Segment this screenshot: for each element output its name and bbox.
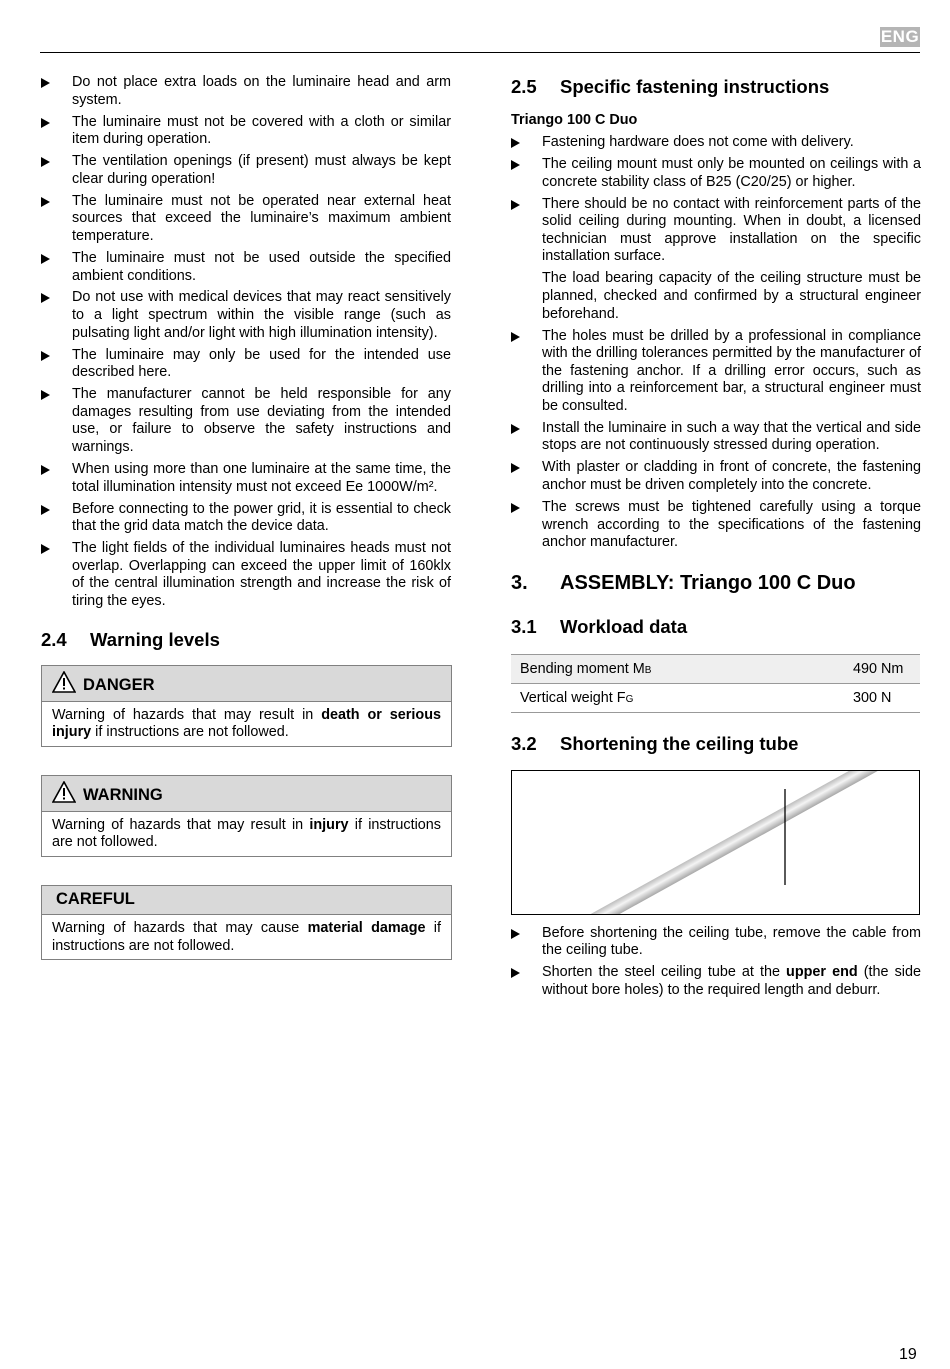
warning-text: Warning of hazards that may result in injury if instructions are not followed.: [52, 816, 441, 851]
left-column: [41, 74, 451, 960]
section-heading-workload: 3.1 Workload data: [511, 615, 688, 637]
bullet-arrow-icon: [41, 465, 50, 475]
list-item: When using more than one luminaire at the same time, the total illumination intensity must not exceed Ee 1000W/m².: [41, 461, 451, 496]
bullet-arrow-icon: [41, 157, 50, 167]
danger-box: [41, 665, 452, 747]
bullet-arrow-icon: [41, 78, 50, 88]
list-item: The manufacturer cannot be held responsible for any damages resulting from use deviating from the intended use, or failure to observe the safety instructions and warnings.: [41, 386, 451, 456]
fastening-list: [511, 134, 921, 266]
list-item: Before connecting to the power grid, it is essential to check that the grid data match the device data.: [41, 501, 451, 536]
bullet-arrow-icon: [41, 390, 50, 400]
ceiling-tube-shape: [588, 771, 901, 914]
load-paragraph: The load bearing capacity of the ceiling structure must be planned, checked and confirmed by a structural engineer beforehand.: [542, 270, 921, 322]
list-item: Before shortening the ceiling tube, remove the cable from the ceiling tube.: [511, 925, 921, 960]
bullet-arrow-icon: [511, 503, 520, 513]
product-subheading: Triango 100 C Duo: [511, 112, 638, 128]
table-row: [511, 683, 920, 712]
chapter-heading-assembly: 3. ASSEMBLY: Triango 100 C Duo: [511, 571, 856, 594]
list-item: There should be no contact with reinforcement parts of the solid ceiling during mounting. When in doubt, a licensed technician must approve installation on the specific installation surface.: [511, 196, 921, 266]
ceiling-tube-figure: [511, 770, 920, 915]
list-item: Do not place extra loads on the luminaire head and arm system.: [41, 74, 451, 109]
list-item: Do not use with medical devices that may react sensitively to a light spectrum within the visible range (such as pulsating light and/or light with high illumination intensity).: [41, 289, 451, 342]
header-rule: [40, 52, 920, 53]
bullet-arrow-icon: [511, 929, 520, 939]
table-cell-label: Vertical weight FG: [511, 683, 844, 712]
language-badge: ENG: [880, 27, 920, 46]
section-heading-shortening: 3.2 Shortening the ceiling tube: [511, 732, 799, 754]
bullet-arrow-icon: [41, 505, 50, 515]
warning-triangle-icon: [52, 781, 76, 803]
bullet-arrow-icon: [511, 138, 520, 148]
bullet-arrow-icon: [41, 254, 50, 264]
list-item: The ventilation openings (if present) must always be kept clear during operation!: [41, 153, 451, 188]
bullet-arrow-icon: [41, 197, 50, 207]
table-cell-value: 490 Nm: [844, 654, 920, 683]
list-item: The ceiling mount must only be mounted on ceilings with a concrete stability class of B25 (C20/25) or higher.: [511, 156, 921, 191]
section-heading-warning-levels: 2.4 Warning levels: [41, 628, 220, 650]
table-row: [511, 654, 920, 683]
careful-header: CAREFUL: [42, 886, 451, 915]
bullet-arrow-icon: [511, 160, 520, 170]
list-item: The screws must be tightened carefully using a torque wrench according to the specifications of the fastening anchor manufacturer.: [511, 499, 921, 552]
list-item: Install the luminaire in such a way that the vertical and side stops are not continuously stressed during operation.: [511, 420, 921, 455]
table-cell-label: Bending moment MB: [511, 654, 844, 683]
bullet-arrow-icon: [41, 293, 50, 303]
bullet-arrow-icon: [511, 200, 520, 210]
bullet-arrow-icon: [511, 332, 520, 342]
warning-box: [41, 775, 452, 857]
list-item: The light fields of the individual luminaires heads must not overlap. Overlapping can exceed the upper limit of 160klx of the central illumination strength and increase the risk of tiring the eyes.: [41, 540, 451, 610]
warning-triangle-icon: [52, 671, 76, 693]
careful-text: Warning of hazards that may cause material damage if instructions are not followed.: [52, 919, 441, 954]
bullet-arrow-icon: [41, 544, 50, 554]
list-item: The luminaire must not be covered with a cloth or similar item during operation.: [41, 114, 451, 149]
fastening-list-2: [511, 328, 921, 552]
workload-table: [511, 654, 920, 713]
danger-header: DANGER: [42, 666, 451, 702]
shortening-list: [511, 925, 921, 1000]
list-item: The luminaire must not be operated near external heat sources that exceed the luminaire’s maximum ambient temperature.: [41, 193, 451, 246]
list-item: The holes must be drilled by a professional in compliance with the drilling tolerances permitted by the manufacturer of the fastening anchor. If a drilling error occurs, such as drilling into a reinforcement bar, a structural engineer must be consulted.: [511, 328, 921, 416]
careful-box: [41, 885, 452, 960]
bullet-arrow-icon: [511, 968, 520, 978]
table-cell-value: 300 N: [844, 683, 920, 712]
section-heading-fastening: 2.5 Specific fastening instructions: [511, 76, 830, 97]
bullet-arrow-icon: [41, 351, 50, 361]
danger-text: Warning of hazards that may result in death or serious injury if instructions are not followed.: [52, 706, 441, 741]
list-item: The luminaire must not be used outside the specified ambient conditions.: [41, 250, 451, 285]
warning-header: WARNING: [42, 776, 451, 812]
list-item: Fastening hardware does not come with delivery.: [511, 134, 921, 152]
bullet-arrow-icon: [511, 463, 520, 473]
list-item: Shorten the steel ceiling tube at the upper end (the side without bore holes) to the required length and deburr.: [511, 964, 921, 999]
bullet-arrow-icon: [511, 424, 520, 434]
safety-list: [41, 74, 451, 611]
list-item: With plaster or cladding in front of concrete, the fastening anchor must be driven completely into the concrete.: [511, 459, 921, 494]
right-column: [511, 76, 921, 1004]
list-item: The luminaire may only be used for the intended use described here.: [41, 347, 451, 382]
bullet-arrow-icon: [41, 118, 50, 128]
ceiling-tube-illustration: [512, 771, 919, 914]
page-number: 19: [899, 1346, 917, 1363]
